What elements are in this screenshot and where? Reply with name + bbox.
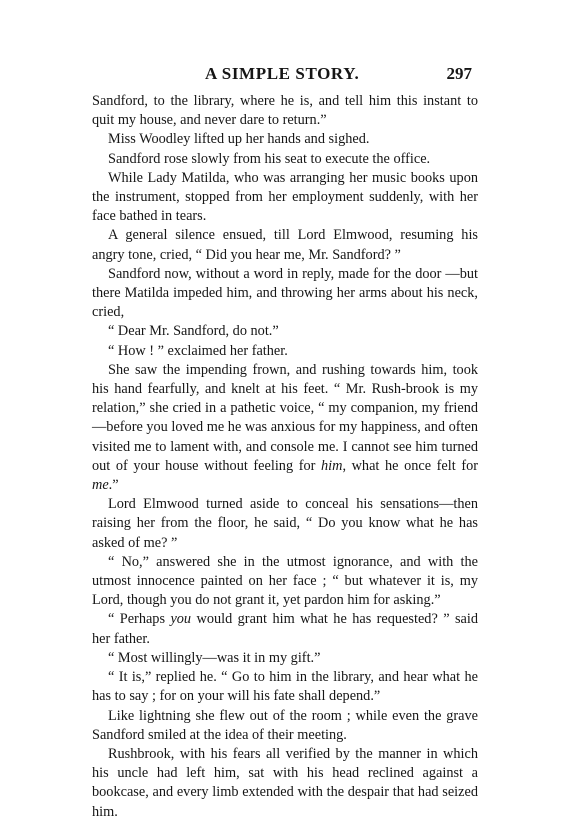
- paragraph: [92, 226, 478, 264]
- paragraph-text: “ Dear Mr. Sandford, do not.”: [108, 323, 279, 340]
- paragraph: [92, 342, 478, 361]
- paragraph-text: Lord Elmwood turned aside to conceal his sensations—then raising her from the floor, he said, “ Do you know what he has asked of me? ”: [92, 496, 478, 551]
- paragraph: [92, 92, 478, 130]
- paragraph-text: Sandford, to the library, where he is, and tell him this instant to quit my house, and never dare to return.”: [92, 93, 478, 129]
- page-header: [92, 64, 472, 88]
- paragraph-text: While Lady Matilda, who was arranging her music books upon the instrument, stopped from her employment suddenly, with her face bathed in tears.: [92, 169, 478, 225]
- paragraph: [92, 169, 478, 227]
- paragraph-text: .”: [108, 477, 119, 494]
- paragraph: [92, 610, 478, 648]
- running-title: A SIMPLE STORY.: [205, 64, 360, 83]
- paragraph-text: “ Most willingly—was it in my gift.”: [108, 649, 321, 666]
- body-text: [92, 92, 478, 822]
- paragraph: [92, 130, 478, 149]
- paragraph-text: “ No,” answered she in the utmost ignorance, and with the utmost innocence painted on her face ; “ but whatever it is, my Lord, though you do not grant it, yet pardon him for asking.”: [92, 553, 478, 609]
- paragraph-text: , what he once felt for: [342, 457, 478, 474]
- paragraph-text: “ It is,” replied he. “ Go to him in the library, and hear what he has to say ; for on your will his fate shall depend.”: [92, 669, 478, 705]
- paragraph: [92, 745, 478, 822]
- italic-text: me: [92, 477, 109, 494]
- paragraph: [92, 322, 478, 341]
- paragraph-text: She saw the impending frown, and rushing towards him, took his hand fearfully, and knelt at his feet. “ Mr. Rush-brook is my relation,” she cried in a pathetic voice, “ my companion, my friend—before you loved me he was anxious for my happiness, and often visited me to lament with, and console me. I cannot see him turned out of your house without feeling for: [92, 361, 478, 474]
- paragraph-text: would grant him what he has requested? ” said her father.: [92, 611, 478, 647]
- paragraph: [92, 668, 478, 706]
- paragraph-text: Miss Woodley lifted up her hands and sighed.: [108, 131, 370, 148]
- paragraph: [92, 553, 478, 611]
- italic-text: him: [320, 457, 343, 474]
- italic-text: you: [170, 611, 192, 628]
- paragraph-text: Sandford rose slowly from his seat to execute the office.: [108, 150, 431, 167]
- paragraph-text: Rushbrook, with his fears all verified by the manner in which his uncle had left him, sat with his head reclined against a bookcase, and every limb extended with the despair that had seized him.: [92, 745, 478, 820]
- paragraph: [92, 649, 478, 668]
- page-number: 297: [446, 64, 472, 83]
- paragraph: [92, 150, 478, 169]
- paragraph: [92, 495, 478, 553]
- paragraph-text: Sandford now, without a word in reply, made for the door —but there Matilda impeded him, and throwing her arms about his neck, cried,: [92, 265, 478, 321]
- paragraph-text: “ How ! ” exclaimed her father.: [108, 342, 288, 359]
- paragraph: [92, 265, 478, 323]
- paragraph-text: A general silence ensued, till Lord Elmwood, resuming his angry tone, cried, “ Did you hear me, Mr. Sandford? ”: [92, 227, 478, 263]
- paragraph-text: “ Perhaps: [108, 611, 171, 628]
- paragraph: [92, 707, 478, 745]
- paragraph-text: Like lightning she flew out of the room ; while even the grave Sandford smiled at the idea of their meeting.: [92, 707, 478, 743]
- paragraph: [92, 361, 478, 495]
